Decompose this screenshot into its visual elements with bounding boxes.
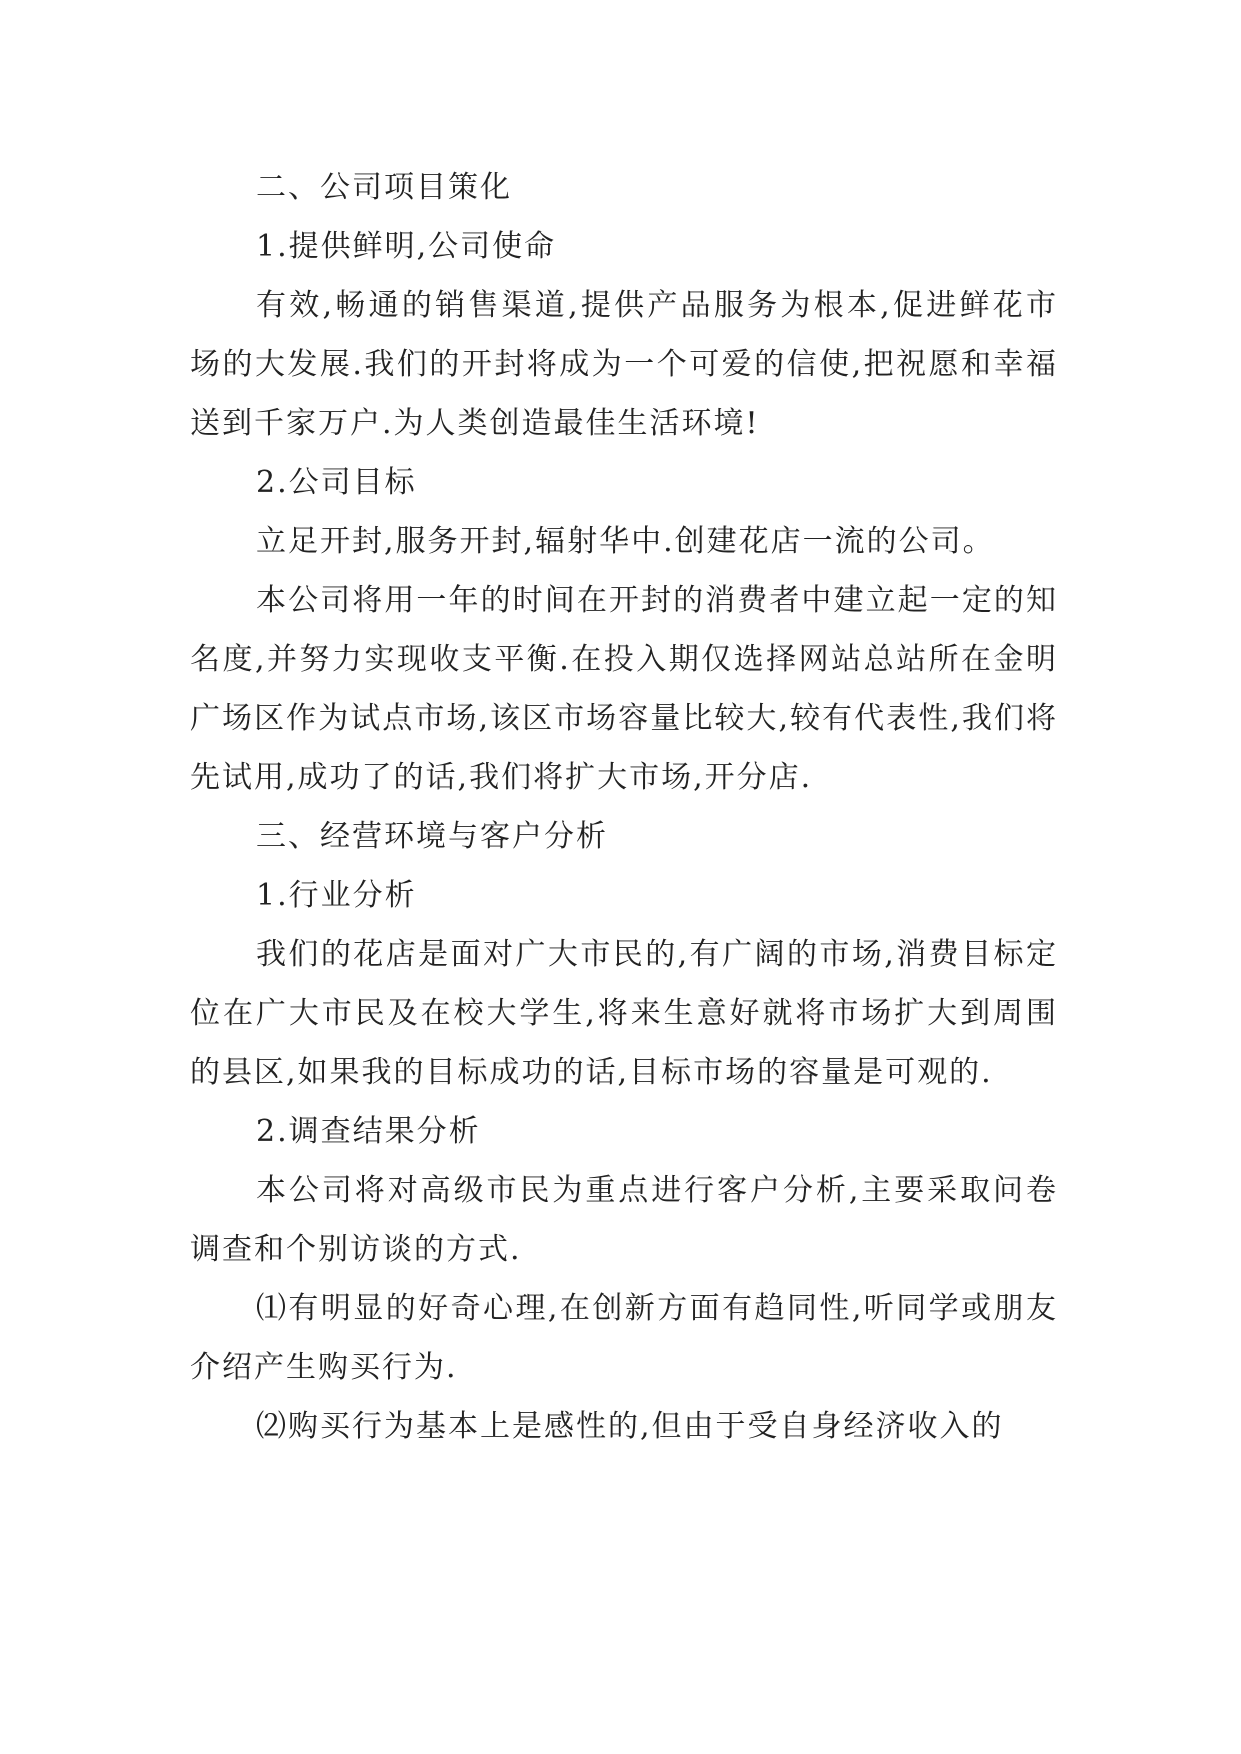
paragraph-goal-plan: 本公司将用一年的时间在开封的消费者中建立起一定的知名度,并努力实现收支平衡.在投入期仅选择网站总站所在金明广场区作为试点市场,该区市场容量比较大,较有代表性,我们将先试用,成功了的话,我们将扩大市场,开分店. — [190, 583, 1058, 795]
list-item-point-1: ⑴有明显的好奇心理,在创新方面有趋同性,听同学或朋友介绍产生购买行为. — [190, 1291, 1058, 1385]
paragraph-industry-text: 我们的花店是面对广大市民的,有广阔的市场,消费目标定位在广大市民及在校大学生,将来生意好就将市场扩大到周围的县区,如果我的目标成功的话,目标市场的容量是可观的. — [190, 937, 1058, 1090]
paragraph-survey-text: 本公司将对高级市民为重点进行客户分析,主要采取问卷调查和个别访谈的方式. — [190, 1173, 1058, 1267]
section-heading-environment-analysis: 三、经营环境与客户分析 — [256, 819, 608, 854]
subheading-survey-analysis: 2.调查结果分析 — [256, 1114, 481, 1149]
subheading-industry-analysis: 1.行业分析 — [256, 878, 417, 913]
paragraph-goal-text: 立足开封,服务开封,辐射华中.创建花店一流的公司。 — [256, 524, 995, 559]
document-body — [190, 158, 1058, 1456]
subheading-company-mission: 1.提供鲜明,公司使命 — [256, 229, 557, 264]
section-heading-project-planning: 二、公司项目策化 — [256, 170, 512, 205]
subheading-company-goal: 2.公司目标 — [256, 465, 417, 500]
paragraph-mission-text: 有效,畅通的销售渠道,提供产品服务为根本,促进鲜花市场的大发展.我们的开封将成为一个可爱的信使,把祝愿和幸福送到千家万户.为人类创造最佳生活环境! — [190, 288, 1058, 441]
list-item-point-2: ⑵购买行为基本上是感性的,但由于受自身经济收入的 — [256, 1409, 1004, 1444]
